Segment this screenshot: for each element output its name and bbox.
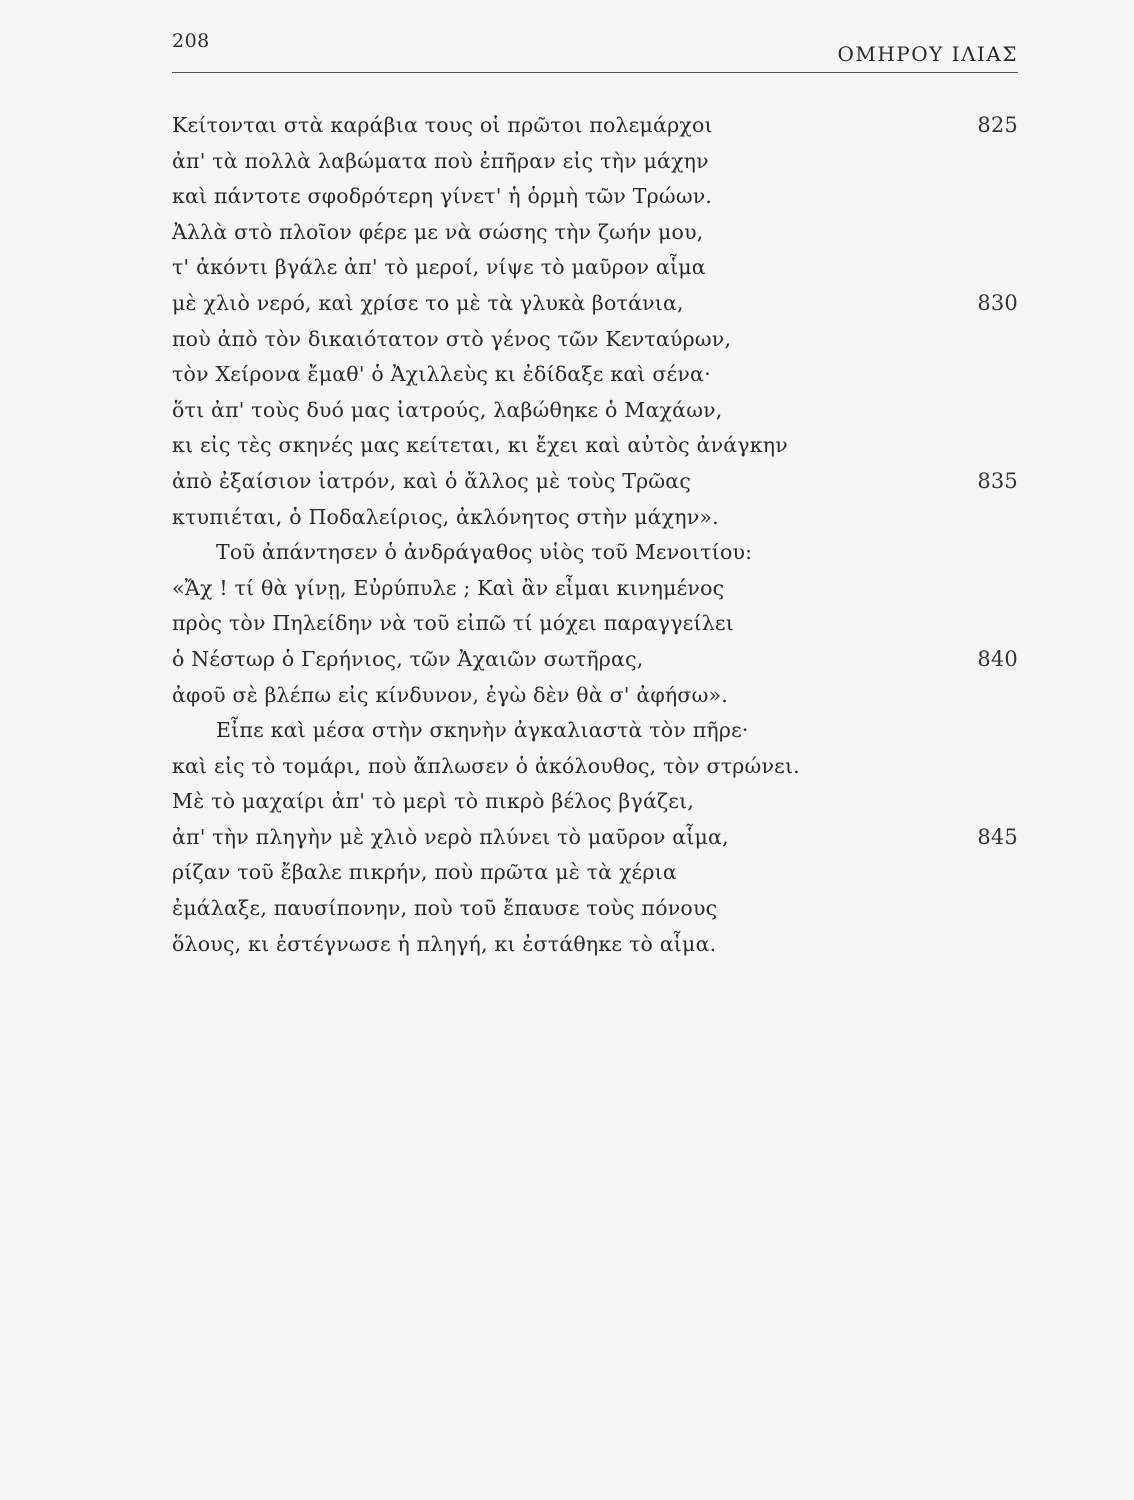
verse-line: [172, 535, 1018, 571]
verse-text: ὅτι ἀπ' τοὺς δυό μας ἰατρούς, λαβώθηκε ὁ Μαχάων,: [172, 397, 723, 422]
page-number: 208: [172, 30, 210, 52]
verse-text: ρίζαν τοῦ ἔβαλε πικρήν, ποὺ πρῶτα μὲ τὰ χέρια: [172, 860, 677, 885]
verse-line: [172, 784, 1018, 820]
line-number: 835: [977, 468, 1018, 493]
verse-line: [172, 642, 1018, 678]
verse-text: τ' ἀκόντι βγάλε ἀπ' τὸ μεροί, νίψε τὸ μαῦρον αἷμα: [172, 255, 706, 280]
verse-text: πρὸς τὸν Πηλείδην νὰ τοῦ εἰπῶ τί μόχει παραγγείλει: [172, 611, 734, 636]
verse-text: κι εἰς τὲς σκηνές μας κείτεται, κι ἔχει καὶ αὐτὸς ἀνάγκην: [172, 433, 788, 458]
verse-text: καὶ εἰς τὸ τομάρι, ποὺ ἄπλωσεν ὁ ἀκόλουθος, τὸν στρώνει.: [172, 753, 800, 778]
verse-text: ἀπ' τὰ πολλὰ λαβώματα ποὺ ἐπῆραν εἰς τὴν μάχην: [172, 148, 709, 173]
verse-text: ἀπὸ ἐξαίσιον ἰατρόν, καὶ ὁ ἄλλος μὲ τοὺς Τρῶας: [172, 468, 691, 493]
verse-line: [172, 678, 1018, 714]
verse-line: [172, 286, 1018, 322]
verse-line: [172, 215, 1018, 251]
verse-line: [172, 713, 1018, 749]
verse-line: [172, 500, 1018, 536]
verse-text: Εἶπε καὶ μέσα στὴν σκηνὴν ἀγκαλιαστὰ τὸν πῆρε·: [216, 718, 749, 743]
verse-line: [172, 820, 1018, 856]
verse-line: [172, 927, 1018, 963]
verse-line: [172, 144, 1018, 180]
verse-block: [172, 108, 1018, 962]
verse-text: ὅλους, κι ἐστέγνωσε ἡ πληγή, κι ἐστάθηκε τὸ αἷμα.: [172, 931, 717, 956]
verse-line: [172, 891, 1018, 927]
verse-text: «Ἄχ ! τί θὰ γίνῃ, Εὐρύπυλε ; Καὶ ἂν εἶμαι κινημένος: [172, 575, 725, 600]
verse-text: ἀπ' τὴν πληγὴν μὲ χλιὸ νερὸ πλύνει τὸ μαῦρον αἷμα,: [172, 824, 729, 849]
verse-line: [172, 464, 1018, 500]
show-through-texture: [160, 965, 1010, 1350]
verse-text: ὁ Νέστωρ ὁ Γερήνιος, τῶν Ἀχαιῶν σωτῆρας,: [172, 646, 644, 671]
verse-text: ποὺ ἀπὸ τὸν δικαιότατον στὸ γένος τῶν Κενταύρων,: [172, 326, 732, 351]
verse-line: [172, 855, 1018, 891]
verse-line: [172, 322, 1018, 358]
verse-line: [172, 428, 1018, 464]
verse-text: Τοῦ ἀπάντησεν ὁ ἀνδράγαθος υἱὸς τοῦ Μενοιτίου:: [216, 540, 753, 565]
verse-text: ἐμάλαξε, παυσίπονην, ποὺ τοῦ ἔπαυσε τοὺς πόνους: [172, 896, 718, 921]
verse-line: [172, 357, 1018, 393]
verse-text: Κείτονται στὰ καράβια τους οἱ πρῶτοι πολεμάρχοι: [172, 113, 713, 137]
verse-line: [172, 571, 1018, 607]
verse-text: καὶ πάντοτε σφοδρότερη γίνετ' ἡ ὁρμὴ τῶν Τρώων.: [172, 184, 713, 209]
verse-line: [172, 749, 1018, 785]
verse-text: Ἀλλὰ στὸ πλοῖον φέρε με νὰ σώσης τὴν ζωήν μου,: [172, 219, 704, 244]
verse-line: [172, 108, 1018, 144]
line-number: 830: [977, 290, 1018, 315]
verse-text: μὲ χλιὸ νερό, καὶ χρίσε το μὲ τὰ γλυκὰ βοτάνια,: [172, 290, 684, 315]
line-number: 840: [977, 646, 1018, 671]
line-number: 845: [977, 824, 1018, 849]
verse-text: κτυπιέται, ὁ Ποδαλείριος, ἀκλόνητος στὴν μάχην».: [172, 504, 719, 529]
verse-text: Μὲ τὸ μαχαίρι ἀπ' τὸ μερὶ τὸ πικρὸ βέλος βγάζει,: [172, 789, 695, 814]
running-title: ΟΜΗΡΟΥ ΙΛΙΑΣ: [837, 42, 1018, 66]
verse-line: [172, 179, 1018, 215]
verse-text: τὸν Χείρονα ἔμαθ' ὁ Ἀχιλλεὺς κι ἐδίδαξε καὶ σένα·: [172, 362, 711, 387]
verse-line: [172, 393, 1018, 429]
verse-line: [172, 250, 1018, 286]
line-number: 825: [977, 113, 1018, 137]
verse-text: ἀφοῦ σὲ βλέπω εἰς κίνδυνον, ἐγὼ δὲν θὰ σ' ἀφήσω».: [172, 682, 728, 707]
verse-line: [172, 606, 1018, 642]
header-rule: [172, 72, 1018, 73]
